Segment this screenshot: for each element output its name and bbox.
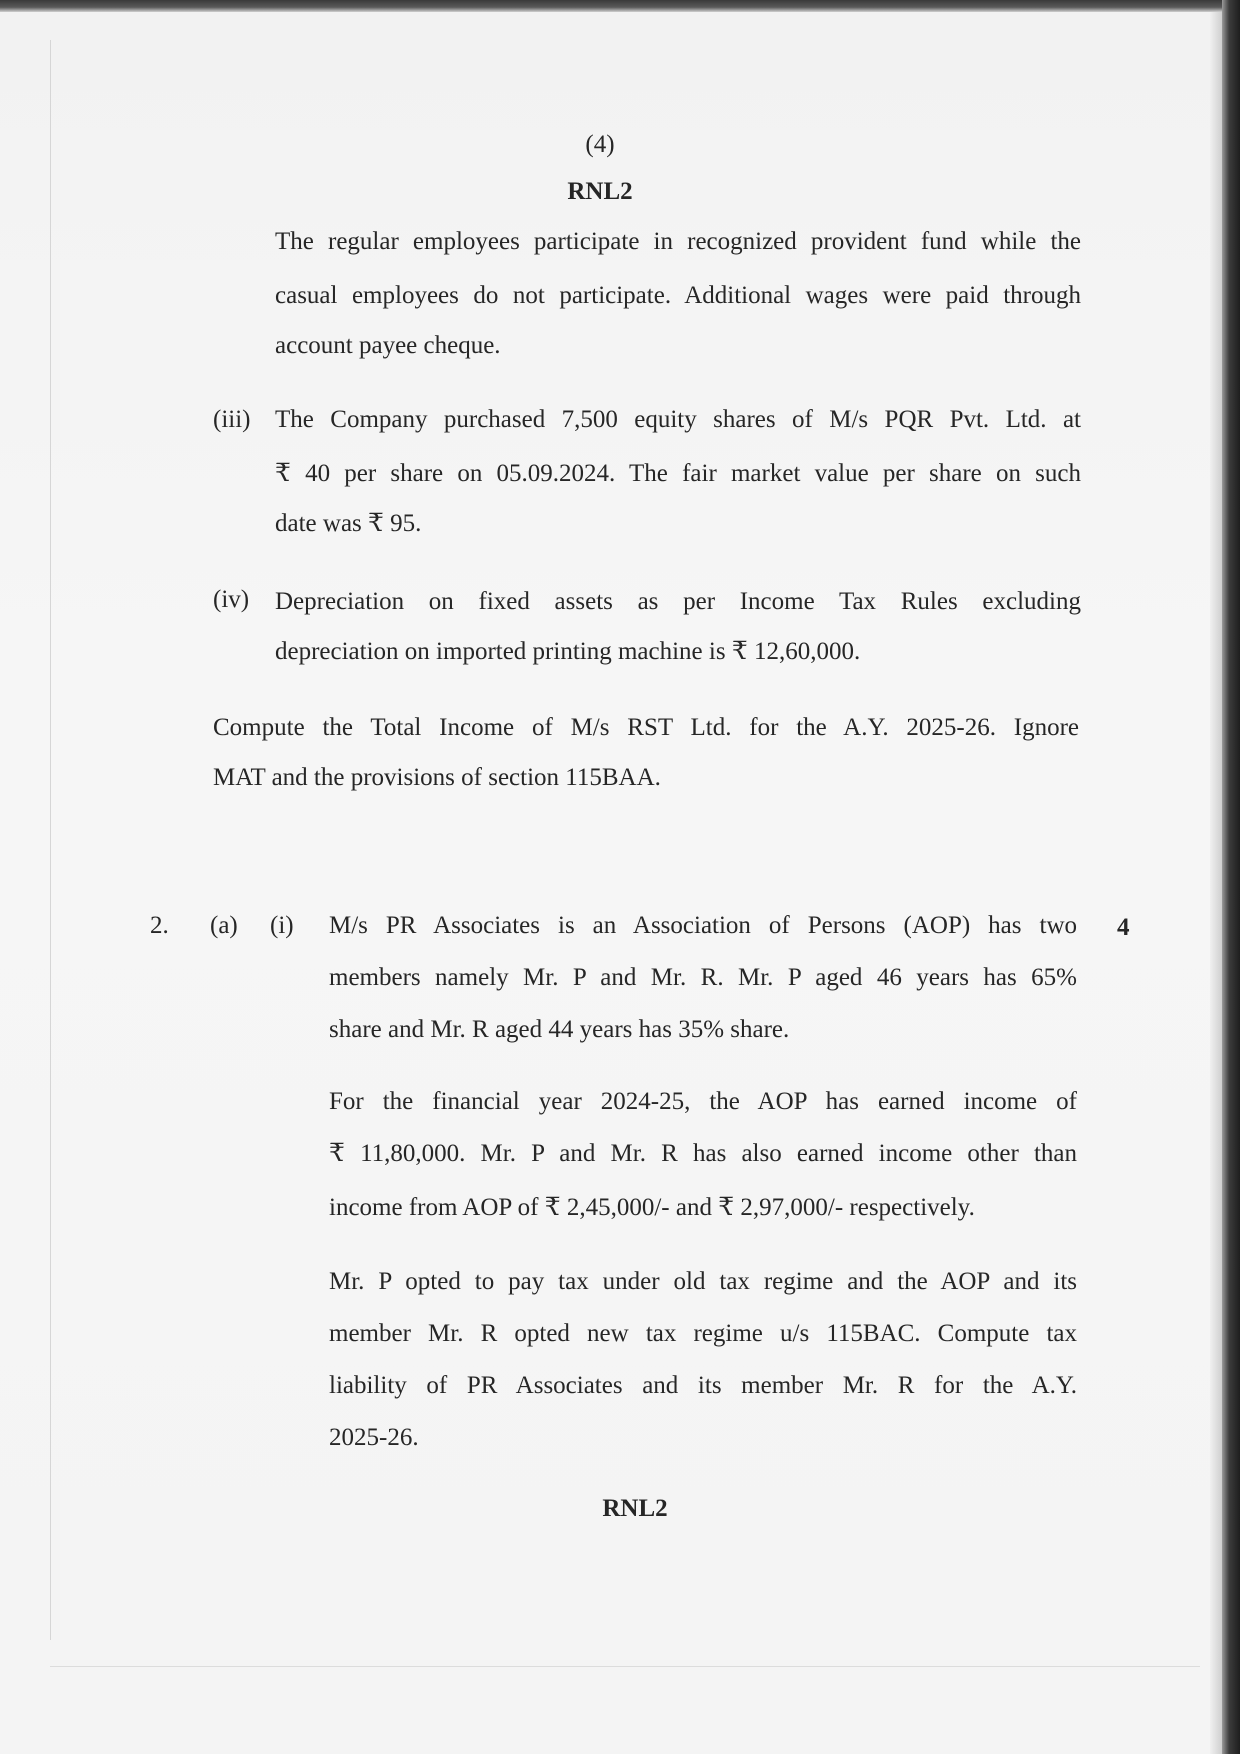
question-subpart: (i) — [270, 912, 294, 939]
item-label-iii: (iii) — [213, 406, 251, 433]
item-iii-line-2: ₹ 40 per share on 05.09.2024. The fair market value per share on such — [275, 460, 1081, 487]
question-part: (a) — [210, 912, 238, 939]
q2-para3-line-3: liability of PR Associates and its member Mr. R for the A.Y. — [329, 1372, 1077, 1399]
compute-line-2: MAT and the provisions of section 115BAA. — [213, 764, 661, 791]
footer-code: RNL2 — [602, 1495, 668, 1522]
continuation-line-1: The regular employees participate in recognized provident fund while the — [275, 228, 1081, 255]
q2-para3-line-4: 2025-26. — [329, 1424, 419, 1451]
page-number: (4) — [585, 131, 615, 158]
item-iii-line-1: The Company purchased 7,500 equity shares of M/s PQR Pvt. Ltd. at — [275, 406, 1081, 433]
page-bottom-crease — [50, 1666, 1200, 1667]
item-label-iv: (iv) — [213, 586, 250, 613]
compute-line-1: Compute the Total Income of M/s RST Ltd. for the A.Y. 2025-26. Ignore — [213, 714, 1079, 741]
page-top-edge — [0, 0, 1240, 12]
q2-para2-line-2: ₹ 11,80,000. Mr. P and Mr. R has also earned income other than — [329, 1140, 1077, 1167]
q2-para1-line-3: share and Mr. R aged 44 years has 35% share. — [329, 1016, 790, 1043]
question-number: 2. — [150, 912, 169, 939]
header-code: RNL2 — [567, 178, 633, 205]
q2-para1-line-1: M/s PR Associates is an Association of Persons (AOP) has two — [329, 912, 1077, 939]
continuation-line-2: casual employees do not participate. Additional wages were paid through — [275, 282, 1081, 309]
q2-para1-line-2: members namely Mr. P and Mr. R. Mr. P aged 46 years has 65% — [329, 964, 1077, 991]
q2-para2-line-1: For the financial year 2024-25, the AOP has earned income of — [329, 1088, 1077, 1115]
q2-para3-line-2: member Mr. R opted new tax regime u/s 115BAC. Compute tax — [329, 1320, 1077, 1347]
item-iii-line-3: date was ₹ 95. — [275, 510, 422, 537]
page-right-edge — [1222, 0, 1240, 1754]
page-right-shadow — [1210, 12, 1222, 1754]
q2-para3-line-1: Mr. P opted to pay tax under old tax regime and the AOP and its — [329, 1268, 1077, 1295]
item-iv-line-2: depreciation on imported printing machine is ₹ 12,60,000. — [275, 638, 861, 665]
page-left-crease — [50, 40, 51, 1640]
item-iv-line-1: Depreciation on fixed assets as per Income Tax Rules excluding — [275, 588, 1081, 615]
q2-para2-line-3: income from AOP of ₹ 2,45,000/- and ₹ 2,97,000/- respectively. — [329, 1194, 975, 1221]
continuation-line-3: account payee cheque. — [275, 332, 501, 359]
question-marks: 4 — [1117, 914, 1130, 941]
